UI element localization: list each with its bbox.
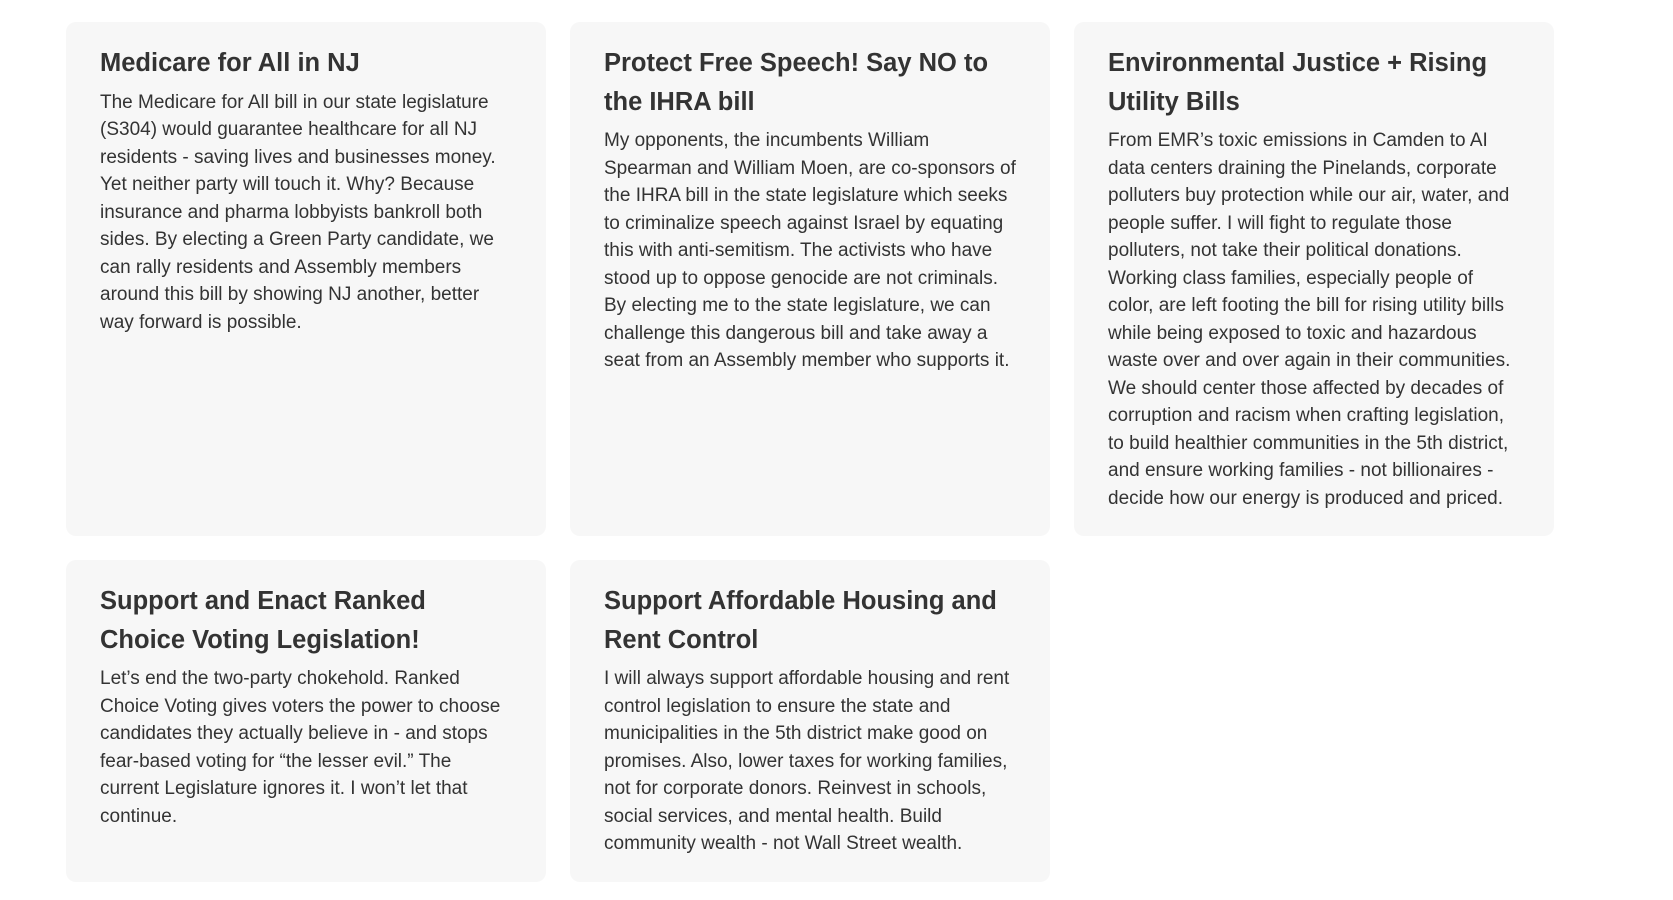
issue-card-environmental-justice: [1074, 22, 1554, 536]
issue-card-free-speech: [570, 22, 1050, 536]
issue-card-title: Environmental Justice + Rising Utility Bills: [1108, 49, 1488, 116]
issue-card-body: The Medicare for All bill in our state legislature (S304) would guarantee healthcare for all NJ residents - saving lives and businesses money. Yet neither party will touch it. Why? Because insurance and pharma lobbyists bankroll both sides. By electing a Green Party candidate, we can rally residents and Assembly members around this bill by showing NJ another, better way forward is possible.: [100, 91, 496, 333]
issue-card-body: Let’s end the two-party chokehold. Ranked Choice Voting gives voters the power to choose candidates they actually believe in - and stops fear-based voting for “the lesser evil.” The current Legislature ignores it. I won’t let that continue.: [100, 668, 501, 827]
issue-card-title: Support and Enact Ranked Choice Voting Legislation!: [100, 587, 426, 654]
issue-card-affordable-housing: [570, 560, 1050, 882]
issue-card-body: From EMR’s toxic emissions in Camden to AI data centers draining the Pinelands, corporate polluters buy protection while our air, water, and people suffer. I will fight to regulate those polluters, not take their political donations. Working class families, especially people of color, are left footing the bill for rising utility bills while being exposed to toxic and hazardous waste over and over again in their communities. We should center those affected by decades of corruption and racism when crafting legislation, to build healthier communities in the 5th district, and ensure working families - not billionaires - decide how our energy is produced and priced.: [1108, 130, 1511, 509]
issue-card-title: Medicare for All in NJ: [100, 49, 360, 77]
issue-card-title: Protect Free Speech! Say NO to the IHRA bill: [604, 49, 989, 116]
issue-card-medicare-for-all: [66, 22, 546, 536]
platform-issues-grid: [66, 22, 1554, 882]
issue-card-body: My opponents, the incumbents William Spearman and William Moen, are co-sponsors of the IHRA bill in the state legislature which seeks to criminalize speech against Israel by equating this with anti-semitism. The activists who have stood up to oppose genocide are not criminals. By electing me to the state legislature, we can challenge this dangerous bill and take away a seat from an Assembly member who supports it.: [604, 130, 1016, 371]
issue-card-title: Support Affordable Housing and Rent Control: [604, 587, 997, 654]
issue-card-body: I will always support affordable housing and rent control legislation to ensure the state and municipalities in the 5th district make good on promises. Also, lower taxes for working families, not for corporate donors. Reinvest in schools, social services, and mental health. Build community wealth - not Wall Street wealth.: [604, 668, 1010, 854]
issue-card-ranked-choice-voting: [66, 560, 546, 882]
